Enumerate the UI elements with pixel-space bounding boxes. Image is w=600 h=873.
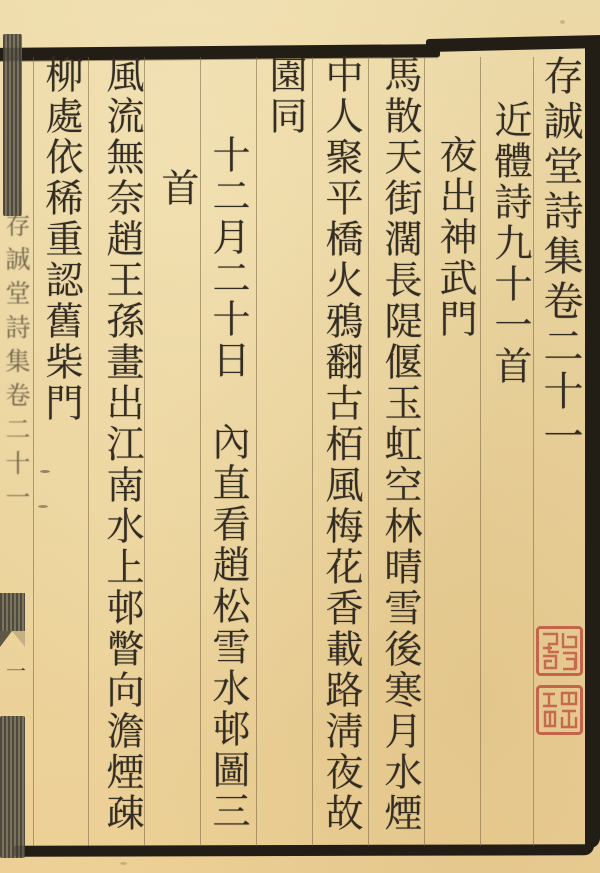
- collector-seal-bottom-icon: [536, 685, 583, 735]
- frame-top-border-right: [426, 35, 600, 52]
- paper-speck: [120, 862, 127, 865]
- section-heading-column: 近體詩九十一首: [488, 100, 532, 387]
- fishtail-mark-icon: [0, 593, 25, 631]
- spine-handwritten-title: 存誠堂詩集卷二十一: [2, 212, 31, 518]
- poem2-text-column-1: 風流無奈趙王孫畫出江南水上邨瞥向澹煙疎: [100, 55, 144, 834]
- spine-tick-mark: [38, 505, 48, 508]
- column-rule-5: [256, 57, 257, 846]
- poem2-text-column-2: 柳處依稀重認舊柴門: [39, 55, 83, 424]
- spine-tick-mark: [40, 470, 50, 473]
- spine-dark-band-top: [3, 34, 22, 216]
- fishtail-notch-icon: [0, 631, 25, 647]
- poem1-text-column-2: 中人聚平橋火鴉翻古栢風梅花香載路淸夜故: [319, 55, 363, 834]
- poem1-text-column-3: 園同: [263, 55, 307, 137]
- volume-title-column: 存誠堂詩集卷二十一: [537, 55, 583, 460]
- spine-page-number: 一: [6, 659, 26, 683]
- paper-speck: [560, 20, 565, 24]
- spine-dark-band-bottom: [0, 716, 25, 858]
- poem2-title-continuation: 首: [155, 168, 199, 209]
- poem2-title-column: 十二月二十日 內直看趙松雪水邨圖三: [206, 135, 250, 832]
- frame-bottom-border: [14, 844, 594, 857]
- poem1-title-column: 夜出神武門: [433, 135, 477, 340]
- poem1-text-column-1: 馬散天街濶長隄偃玉虹空林晴雪後寒月水煙: [378, 55, 422, 834]
- collector-seal-top-icon: [536, 626, 583, 676]
